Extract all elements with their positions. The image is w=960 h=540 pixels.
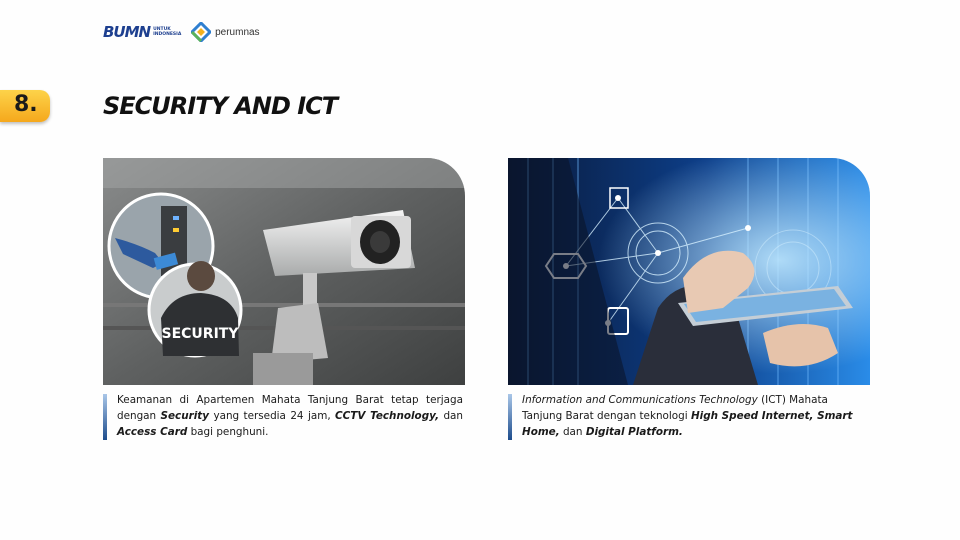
security-caption-text-2: yang tersedia 24 jam,: [209, 410, 336, 422]
security-caption-text-3: dan: [439, 410, 463, 422]
ict-photo: [508, 158, 870, 385]
ict-caption-emph-1: High Speed Internet, Smart Home,: [522, 410, 853, 438]
security-caption-emph-2: CCTV Technology,: [335, 410, 440, 422]
section-number: 8.: [14, 92, 38, 117]
ict-caption-italic-1: Information and Communications Technology: [522, 394, 758, 406]
bumn-logo-sub-1: UNTUK: [153, 27, 171, 32]
security-cctv-image: [103, 158, 465, 385]
ict-caption-text-1: (ICT) Mahata Tanjung Barat dengan teknologi: [522, 394, 828, 422]
page-title: SECURITY AND ICT: [103, 92, 338, 120]
section-number-badge: [0, 90, 50, 122]
bumn-logo: [103, 23, 182, 41]
ict-caption-text-2: dan: [559, 426, 586, 438]
security-caption-text-1: Keamanan di Apartemen Mahata Tanjung Barat tetap terjaga dengan: [117, 394, 463, 422]
security-caption-emph-1: Security: [160, 410, 210, 422]
bumn-logo-word: BUMN: [103, 23, 151, 41]
caption-accent-bar: [103, 394, 107, 440]
bumn-logo-sub-2: INDONESIA: [153, 32, 182, 37]
security-photo: [103, 158, 465, 385]
perumnas-logo: [191, 22, 259, 42]
bumn-logo-subtitle: [153, 27, 182, 37]
security-caption-text-4: bagi penghuni.: [187, 426, 269, 438]
ict-tablet-image: [508, 158, 870, 385]
perumnas-logo-text: perumnas: [215, 26, 260, 38]
ict-caption-emph-2: Digital Platform.: [585, 426, 683, 438]
security-caption-emph-3: Access Card: [117, 426, 188, 438]
header-logos: [103, 22, 260, 42]
ict-caption: [508, 392, 868, 440]
perumnas-mark-icon: [191, 22, 211, 42]
security-sign-text: SECURITY: [161, 326, 239, 342]
security-caption: [103, 392, 463, 440]
caption-accent-bar: [508, 394, 512, 440]
